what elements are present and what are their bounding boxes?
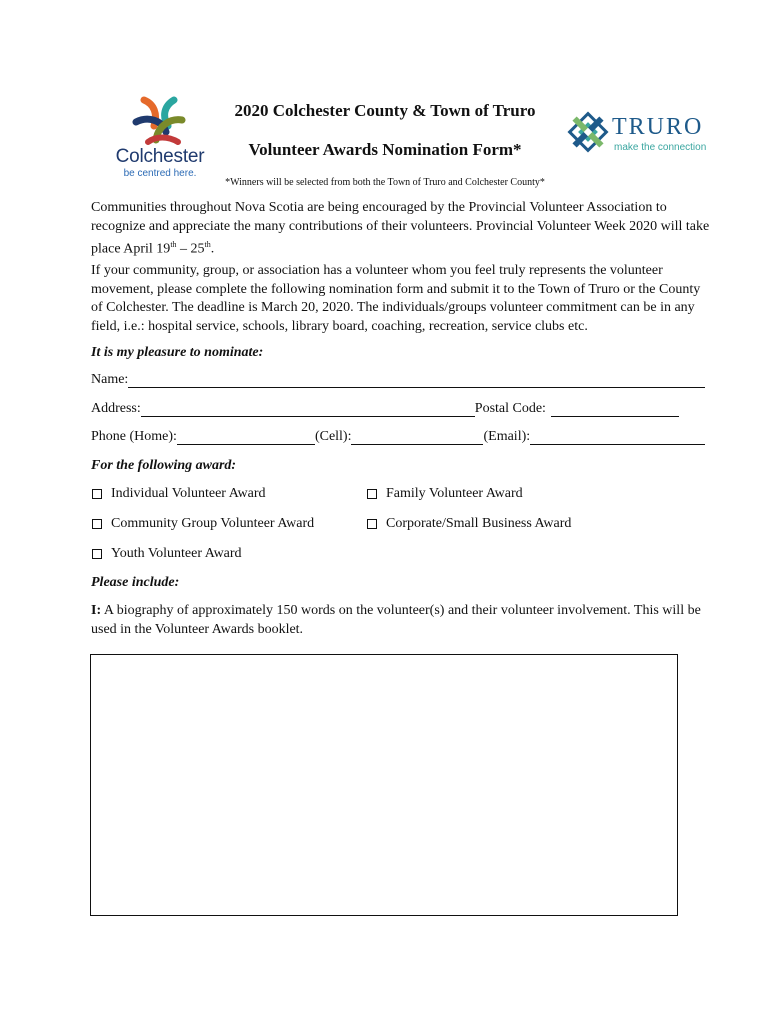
include-item-1 [91,602,711,639]
intro-p1-sup1: th [170,240,177,249]
truro-logo-name: TRURO [612,114,704,140]
checkbox-youth[interactable] [92,549,102,559]
award-option-corporate[interactable] [367,516,571,532]
include-item-1-text: A biography of approximately 150 words on the volunteer(s) and their volunteer involvement. This will be used in the Volunteer Awards booklet. [91,603,701,637]
name-field[interactable] [128,372,705,388]
form-title-line2: Volunteer Awards Nomination Form* [248,140,522,159]
intro-paragraph-2: If your community, group, or association has a volunteer whom you feel truly represents the volunteer movement, please complete the following nomination form and submit it to the Town of Truro or the County of Colchester. The deadline is March 20, 2020. The individuals/groups volunteer commitment can be in any field, i.e.: hospital service, schools, library board, coaching, recreation, service clubs etc. [91,263,701,334]
name-row [91,372,705,388]
email-label: (Email): [483,429,531,444]
checkbox-family[interactable] [367,489,377,499]
award-option-label: Community Group Volunteer Award [111,516,315,531]
phone-row [91,429,705,445]
phone-home-field[interactable] [177,429,315,445]
intro-p1-text: Communities throughout Nova Scotia are being encouraged by the Provincial Volunteer Association to recognize and appreciate the many contributions of their volunteers. Provincial Volunteer Week 2020 will take place April 19 [91,200,710,257]
address-field[interactable] [141,401,475,417]
award-option-community-group[interactable] [92,516,314,532]
intro-p1-end: . [210,241,215,257]
phone-home-label: Phone (Home): [91,429,177,444]
checkbox-individual[interactable] [92,489,102,499]
award-option-label: Youth Volunteer Award [111,546,242,561]
award-option-label: Family Volunteer Award [386,486,523,501]
biography-textarea[interactable] [90,654,678,916]
nominate-heading: It is my pleasure to nominate: [91,345,264,360]
address-label: Address: [91,401,141,416]
intro-p1-mid: – 25 [176,241,205,257]
colchester-logo-name: Colchester [115,146,205,167]
address-row [91,401,679,417]
include-heading: Please include: [91,575,180,590]
checkbox-corporate[interactable] [367,519,377,529]
intro-paragraph-1 [91,199,711,259]
postal-code-label: Postal Code: [474,401,546,416]
award-option-youth[interactable] [92,546,242,562]
email-field[interactable] [530,429,705,445]
checkbox-community-group[interactable] [92,519,102,529]
form-title-line1: 2020 Colchester County & Town of Truro [234,101,536,120]
award-option-label: Corporate/Small Business Award [386,516,572,531]
colchester-logo-tagline: be centred here. [123,168,197,179]
truro-logo-tagline: make the connection [614,142,707,153]
name-label: Name: [91,372,129,387]
award-option-individual[interactable] [92,486,266,502]
postal-code-field[interactable] [551,401,679,417]
award-option-family[interactable] [367,486,523,502]
winners-note: *Winners will be selected from both the Town of Truro and Colchester County* [225,177,545,188]
include-item-1-label: I: [91,603,102,618]
intro-p1-sup2: th [204,240,211,249]
award-heading: For the following award: [91,458,237,473]
award-option-label: Individual Volunteer Award [111,486,266,501]
cell-field[interactable] [351,429,483,445]
cell-label: (Cell): [314,429,352,444]
